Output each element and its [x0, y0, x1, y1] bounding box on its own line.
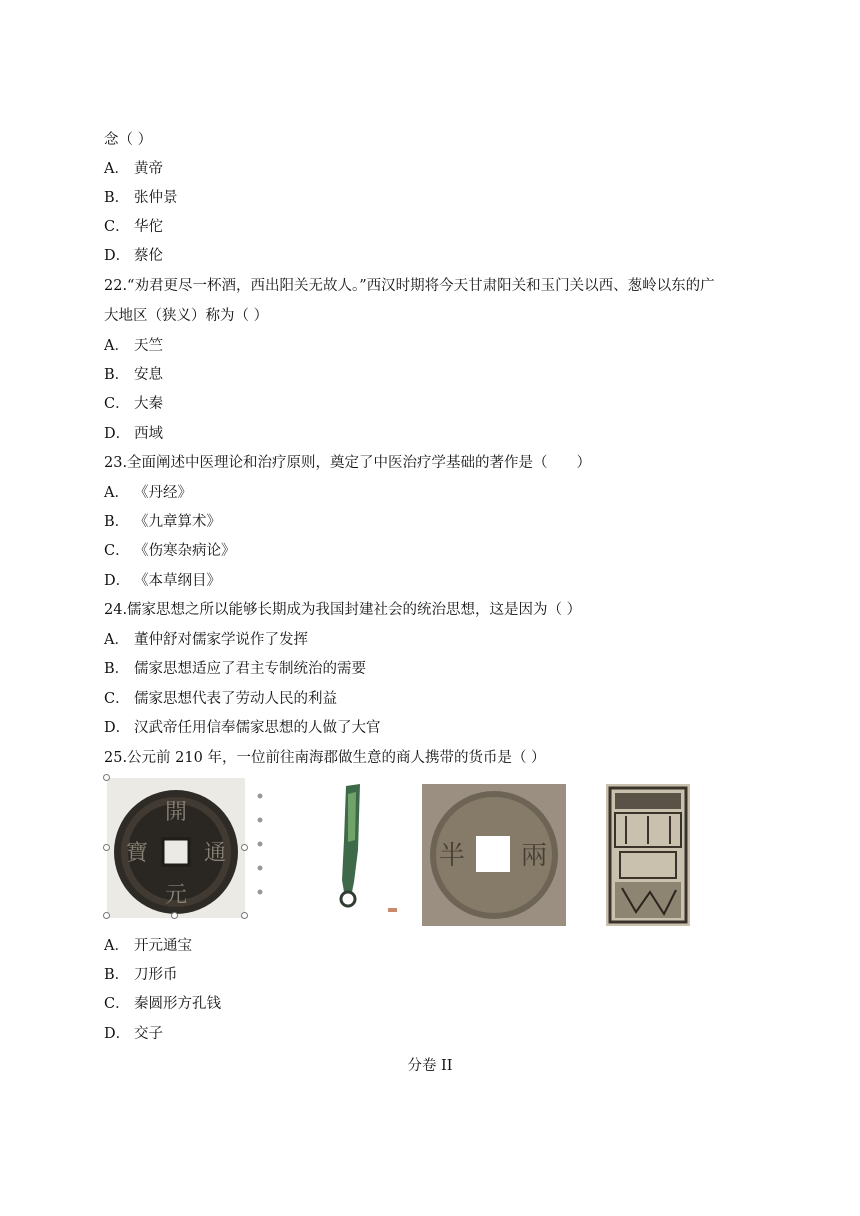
q21-option-b: B． 张仲景 — [104, 190, 178, 206]
q25-option-d: D． 交子 — [104, 1026, 163, 1042]
q24-option-d: D． 汉武帝任用信奉儒家思想的人做了大官 — [104, 720, 381, 736]
q23-option-c: C． 《伤寒杂病论》 — [104, 543, 236, 559]
q24-option-c: C． 儒家思想代表了劳动人民的利益 — [104, 691, 337, 707]
coin1-char-top: 開 — [164, 800, 188, 825]
q24-option-a: A． 董仲舒对儒家学说作了发挥 — [104, 632, 308, 648]
coin1-char-right: 通 — [203, 841, 227, 866]
knife-money-image — [298, 780, 408, 920]
resize-handle[interactable] — [103, 774, 110, 781]
section-footer: 分卷 II — [407, 1058, 453, 1074]
q25-option-a: A． 开元通宝 — [104, 938, 192, 954]
q22-option-c: C． 大秦 — [104, 396, 163, 412]
kaiyuan-tongbao-image[interactable] — [107, 778, 245, 918]
question-21-tail: 念（ ） — [104, 132, 153, 148]
jiaozi-image — [606, 784, 690, 926]
question-22-line1: 22.“劝君更尽一杯酒，西出阳关无故人。”西汉时期将今天甘肃阳关和玉门关以西、葱岭以东的广 — [104, 278, 715, 294]
q25-option-b: B． 刀形币 — [104, 967, 178, 983]
question-23: 23.全面阐述中医理论和治疗原则，奠定了中医治疗学基础的著作是（ ） — [104, 455, 592, 471]
q22-option-d: D． 西域 — [104, 426, 163, 442]
q22-option-b: B． 安息 — [104, 367, 163, 383]
ban-liang-image — [422, 784, 566, 926]
kaiyuan-coin-svg — [107, 778, 245, 918]
resize-handle[interactable] — [171, 912, 178, 919]
q21-option-a: A． 黄帝 — [104, 161, 163, 177]
coin3-char-left: 半 — [438, 841, 466, 871]
question-24: 24.儒家思想之所以能够长期成为我国封建社会的统治思想，这是因为（ ） — [104, 602, 582, 618]
question-25: 25.公元前 210 年，一位前往南海郡做生意的商人携带的货币是（ ） — [104, 750, 546, 766]
coin1-char-left: 寶 — [125, 841, 149, 866]
q21-option-d: D． 蔡伦 — [104, 248, 163, 264]
q24-option-b: B． 儒家思想适应了君主专制统治的需要 — [104, 661, 366, 677]
knife-money-svg — [298, 780, 408, 920]
q25-option-c: C． 秦圆形方孔钱 — [104, 996, 221, 1012]
currency-images — [100, 778, 700, 928]
resize-handle[interactable] — [241, 844, 248, 851]
resize-handle[interactable] — [103, 844, 110, 851]
q22-option-a: A． 天竺 — [104, 338, 163, 354]
jiaozi-svg — [606, 784, 690, 926]
resize-handle[interactable] — [241, 912, 248, 919]
selection-marks — [254, 788, 266, 898]
coin3-char-right: 兩 — [520, 841, 548, 871]
resize-handle[interactable] — [103, 912, 110, 919]
question-22-line2: 大地区（狭义）称为（ ） — [104, 308, 269, 324]
q23-option-d: D． 《本草纲目》 — [104, 573, 221, 589]
q23-option-a: A． 《丹经》 — [104, 485, 192, 501]
ban-liang-svg — [422, 784, 566, 926]
q21-option-c: C． 华佗 — [104, 219, 163, 235]
q23-option-b: B． 《九章算术》 — [104, 514, 221, 530]
coin1-char-bottom: 元 — [164, 883, 188, 908]
